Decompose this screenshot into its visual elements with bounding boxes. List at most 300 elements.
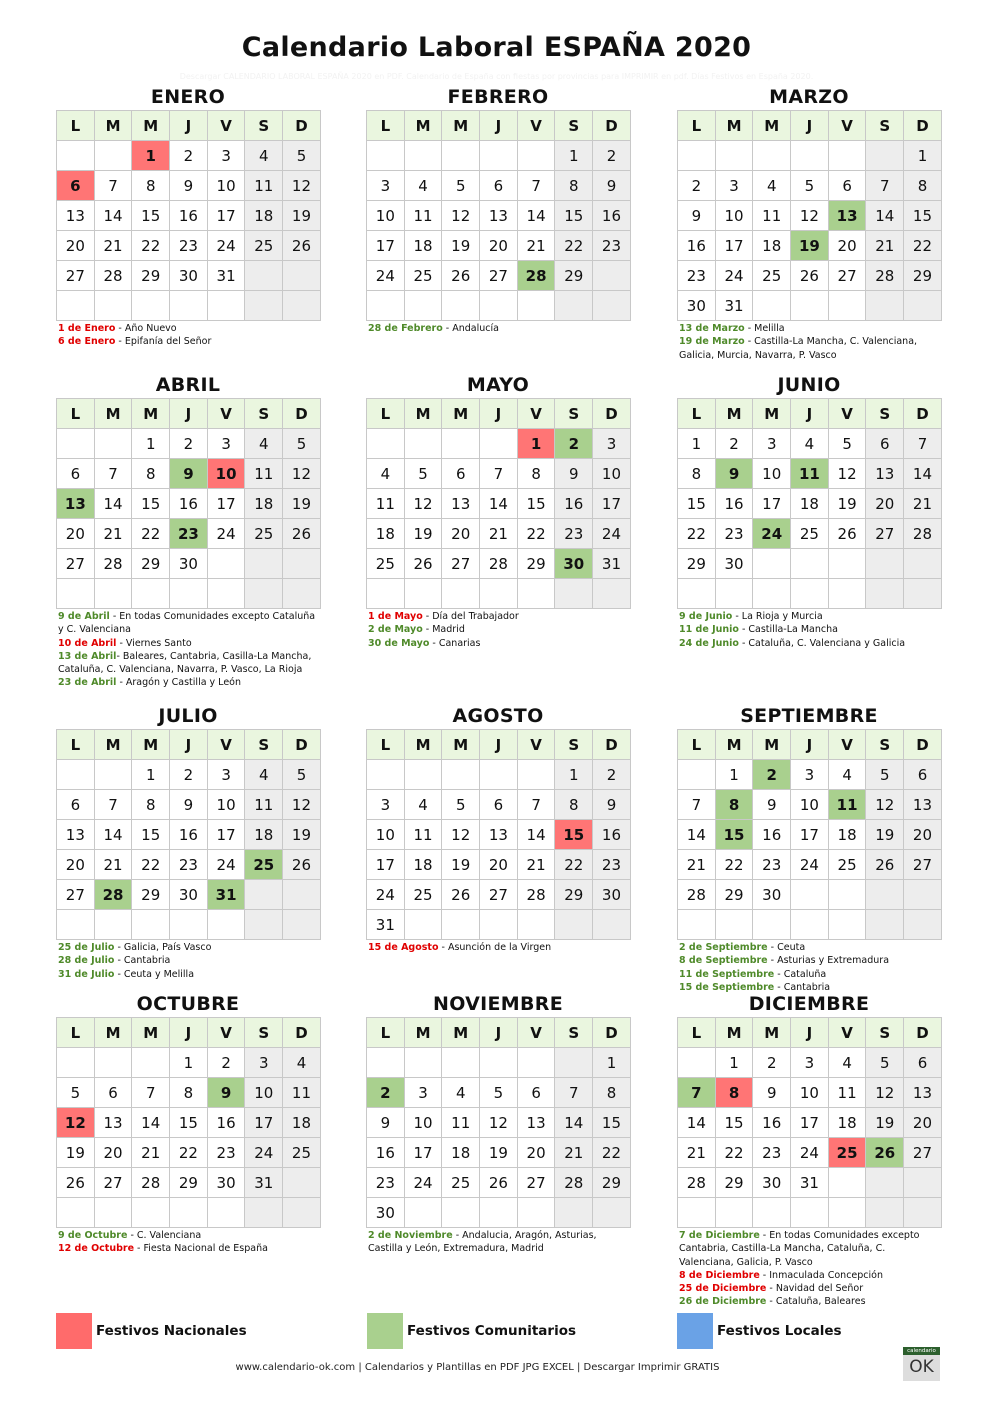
day-cell: 23 bbox=[593, 231, 631, 261]
day-cell: 3 bbox=[791, 1048, 829, 1078]
day-cell: 3 bbox=[791, 760, 829, 790]
empty-cell bbox=[480, 910, 518, 940]
holiday-note-date: 1 de Mayo bbox=[368, 611, 423, 622]
week-row bbox=[367, 291, 631, 321]
month-table bbox=[366, 398, 631, 609]
month-table bbox=[56, 1017, 321, 1228]
empty-cell bbox=[517, 910, 555, 940]
day-cell: 20 bbox=[866, 489, 904, 519]
weekday-header: V bbox=[207, 399, 245, 429]
day-cell: 5 bbox=[283, 141, 321, 171]
legend-locales-label: Festivos Locales bbox=[717, 1323, 842, 1339]
weekday-header-row bbox=[678, 730, 942, 760]
day-cell: 17 bbox=[207, 820, 245, 850]
week-row bbox=[367, 1078, 631, 1108]
empty-cell bbox=[404, 291, 442, 321]
day-cell: 2 bbox=[753, 760, 791, 790]
day-cell: 16 bbox=[170, 489, 208, 519]
day-cell: 8 bbox=[132, 790, 170, 820]
day-cell: 18 bbox=[245, 820, 283, 850]
holiday-note bbox=[58, 637, 320, 650]
day-cell: 17 bbox=[593, 489, 631, 519]
day-cell: 1 bbox=[715, 1048, 753, 1078]
empty-cell bbox=[715, 1198, 753, 1228]
empty-cell bbox=[517, 141, 555, 171]
weekday-header: D bbox=[593, 730, 631, 760]
holiday-notes bbox=[56, 322, 320, 349]
weekday-header: V bbox=[517, 730, 555, 760]
day-cell: 12 bbox=[442, 820, 480, 850]
holiday-note bbox=[679, 1269, 941, 1282]
holiday-note-text: - Asunción de la Virgen bbox=[438, 942, 552, 953]
day-cell: 23 bbox=[170, 519, 208, 549]
day-cell: 29 bbox=[170, 1168, 208, 1198]
day-cell: 26 bbox=[442, 261, 480, 291]
day-cell: 2 bbox=[555, 429, 593, 459]
day-cell: 7 bbox=[94, 790, 132, 820]
empty-cell bbox=[904, 880, 942, 910]
weekday-header: D bbox=[904, 399, 942, 429]
day-cell: 27 bbox=[828, 261, 866, 291]
weekday-header: D bbox=[283, 399, 321, 429]
empty-cell bbox=[904, 549, 942, 579]
empty-cell bbox=[442, 1198, 480, 1228]
day-cell: 21 bbox=[904, 489, 942, 519]
holiday-note bbox=[679, 1229, 941, 1269]
day-cell: 12 bbox=[828, 459, 866, 489]
weekday-header: L bbox=[367, 730, 405, 760]
empty-cell bbox=[283, 291, 321, 321]
empty-cell bbox=[367, 1048, 405, 1078]
holiday-note-date: 24 de Junio bbox=[679, 637, 739, 649]
day-cell: 9 bbox=[170, 790, 208, 820]
weekday-header: M bbox=[404, 399, 442, 429]
month-name: AGOSTO bbox=[452, 705, 544, 727]
weekday-header: J bbox=[480, 730, 518, 760]
empty-cell bbox=[94, 579, 132, 609]
empty-cell bbox=[753, 291, 791, 321]
holiday-note-date: 1 de Enero bbox=[58, 323, 116, 334]
day-cell: 24 bbox=[207, 231, 245, 261]
week-row bbox=[367, 429, 631, 459]
month-octubre bbox=[56, 993, 320, 1256]
empty-cell bbox=[283, 261, 321, 291]
day-cell: 22 bbox=[555, 850, 593, 880]
week-row bbox=[57, 1198, 321, 1228]
month-mayo bbox=[366, 374, 630, 650]
month-name: JULIO bbox=[158, 705, 218, 727]
empty-cell bbox=[791, 291, 829, 321]
day-cell: 25 bbox=[791, 519, 829, 549]
empty-cell bbox=[94, 760, 132, 790]
holiday-note bbox=[679, 1295, 941, 1308]
day-cell: 7 bbox=[678, 1078, 716, 1108]
day-cell: 16 bbox=[170, 201, 208, 231]
week-row bbox=[57, 231, 321, 261]
weekday-header-row bbox=[367, 1018, 631, 1048]
day-cell: 25 bbox=[828, 850, 866, 880]
empty-cell bbox=[404, 1048, 442, 1078]
day-cell: 14 bbox=[94, 489, 132, 519]
weekday-header: M bbox=[442, 111, 480, 141]
month-name: ENERO bbox=[150, 86, 226, 108]
holiday-notes bbox=[677, 610, 941, 650]
holiday-note-date: 15 de Agosto bbox=[368, 942, 439, 953]
week-row bbox=[367, 1138, 631, 1168]
holiday-note bbox=[58, 968, 320, 981]
holiday-note-text: - Navidad del Señor bbox=[766, 1283, 864, 1295]
day-cell: 24 bbox=[753, 519, 791, 549]
week-row bbox=[367, 1168, 631, 1198]
holiday-note-text: - Año Nuevo bbox=[115, 323, 177, 334]
day-cell: 6 bbox=[866, 429, 904, 459]
holiday-note-date: 8 de Diciembre bbox=[679, 1269, 760, 1281]
empty-cell bbox=[480, 579, 518, 609]
month-table bbox=[366, 729, 631, 940]
empty-cell bbox=[245, 549, 283, 579]
day-cell: 25 bbox=[245, 231, 283, 261]
day-cell: 5 bbox=[866, 1048, 904, 1078]
day-cell: 8 bbox=[715, 1078, 753, 1108]
day-cell: 24 bbox=[367, 880, 405, 910]
weekday-header: M bbox=[404, 111, 442, 141]
empty-cell bbox=[517, 291, 555, 321]
weekday-header: V bbox=[517, 399, 555, 429]
day-cell: 14 bbox=[904, 459, 942, 489]
day-cell: 28 bbox=[678, 1168, 716, 1198]
day-cell: 10 bbox=[367, 820, 405, 850]
week-row bbox=[57, 141, 321, 171]
holiday-note-date: 23 de Abril bbox=[58, 677, 117, 689]
weekday-header: M bbox=[404, 730, 442, 760]
month-table bbox=[677, 398, 942, 609]
weekday-header: V bbox=[207, 1018, 245, 1048]
week-row bbox=[367, 579, 631, 609]
weekday-header: S bbox=[866, 399, 904, 429]
empty-cell bbox=[866, 910, 904, 940]
day-cell: 1 bbox=[593, 1048, 631, 1078]
holiday-note bbox=[679, 941, 941, 954]
weekday-header: M bbox=[132, 111, 170, 141]
day-cell: 11 bbox=[828, 790, 866, 820]
week-row bbox=[57, 790, 321, 820]
day-cell: 6 bbox=[517, 1078, 555, 1108]
empty-cell bbox=[207, 579, 245, 609]
weekday-header: L bbox=[678, 399, 716, 429]
day-cell: 15 bbox=[555, 820, 593, 850]
holiday-note-date: 28 de Febrero bbox=[368, 323, 443, 334]
empty-cell bbox=[94, 429, 132, 459]
month-septiembre bbox=[677, 705, 941, 994]
day-cell: 1 bbox=[132, 429, 170, 459]
holiday-note-date: 13 de Marzo bbox=[679, 323, 745, 334]
week-row bbox=[678, 820, 942, 850]
empty-cell bbox=[480, 1048, 518, 1078]
empty-cell bbox=[404, 1198, 442, 1228]
day-cell: 20 bbox=[904, 1108, 942, 1138]
day-cell: 19 bbox=[57, 1138, 95, 1168]
day-cell: 17 bbox=[207, 201, 245, 231]
weekday-header: S bbox=[245, 730, 283, 760]
weekday-header: M bbox=[715, 1018, 753, 1048]
day-cell: 14 bbox=[94, 201, 132, 231]
day-cell: 31 bbox=[207, 880, 245, 910]
weekday-header: D bbox=[904, 1018, 942, 1048]
weekday-header-row bbox=[678, 111, 942, 141]
month-julio bbox=[56, 705, 320, 981]
empty-cell bbox=[828, 1168, 866, 1198]
day-cell: 18 bbox=[791, 489, 829, 519]
holiday-note-date: 25 de Julio bbox=[58, 942, 115, 953]
day-cell: 18 bbox=[404, 231, 442, 261]
day-cell: 9 bbox=[367, 1108, 405, 1138]
week-row bbox=[678, 880, 942, 910]
week-row bbox=[678, 579, 942, 609]
day-cell: 1 bbox=[678, 429, 716, 459]
weekday-header: L bbox=[367, 399, 405, 429]
day-cell: 21 bbox=[132, 1138, 170, 1168]
day-cell: 27 bbox=[517, 1168, 555, 1198]
day-cell: 19 bbox=[866, 820, 904, 850]
day-cell: 23 bbox=[678, 261, 716, 291]
day-cell: 9 bbox=[207, 1078, 245, 1108]
day-cell: 13 bbox=[904, 1078, 942, 1108]
empty-cell bbox=[791, 880, 829, 910]
weekday-header: S bbox=[245, 1018, 283, 1048]
empty-cell bbox=[245, 1198, 283, 1228]
week-row bbox=[57, 1048, 321, 1078]
weekday-header-row bbox=[57, 1018, 321, 1048]
holiday-note-date: 26 de Diciembre bbox=[679, 1296, 767, 1308]
day-cell: 23 bbox=[207, 1138, 245, 1168]
weekday-header: L bbox=[678, 1018, 716, 1048]
day-cell: 8 bbox=[593, 1078, 631, 1108]
day-cell: 7 bbox=[517, 171, 555, 201]
day-cell: 24 bbox=[207, 519, 245, 549]
holiday-note-text: - Ceuta y Melilla bbox=[114, 968, 195, 980]
empty-cell bbox=[866, 141, 904, 171]
empty-cell bbox=[753, 1198, 791, 1228]
day-cell: 1 bbox=[555, 760, 593, 790]
empty-cell bbox=[828, 549, 866, 579]
week-row bbox=[367, 171, 631, 201]
day-cell: 6 bbox=[442, 459, 480, 489]
day-cell: 11 bbox=[367, 489, 405, 519]
day-cell: 19 bbox=[442, 231, 480, 261]
day-cell: 2 bbox=[367, 1078, 405, 1108]
day-cell: 15 bbox=[715, 1108, 753, 1138]
day-cell: 25 bbox=[404, 261, 442, 291]
month-name: MARZO bbox=[769, 86, 849, 108]
holiday-note-text: - Epifanía del Señor bbox=[115, 336, 212, 348]
day-cell: 22 bbox=[517, 519, 555, 549]
day-cell: 30 bbox=[555, 549, 593, 579]
day-cell: 20 bbox=[57, 850, 95, 880]
holiday-note-text: - Fiesta Nacional de España bbox=[134, 1243, 268, 1255]
day-cell: 2 bbox=[170, 141, 208, 171]
day-cell: 15 bbox=[904, 201, 942, 231]
week-row bbox=[367, 910, 631, 940]
day-cell: 4 bbox=[283, 1048, 321, 1078]
holiday-note-text: - Inmaculada Concepción bbox=[759, 1269, 883, 1281]
day-cell: 12 bbox=[283, 790, 321, 820]
empty-cell bbox=[94, 1198, 132, 1228]
day-cell: 20 bbox=[904, 820, 942, 850]
empty-cell bbox=[94, 141, 132, 171]
day-cell: 8 bbox=[170, 1078, 208, 1108]
day-cell: 23 bbox=[555, 519, 593, 549]
day-cell: 11 bbox=[791, 459, 829, 489]
week-row bbox=[57, 1168, 321, 1198]
week-row bbox=[367, 141, 631, 171]
day-cell: 25 bbox=[367, 549, 405, 579]
weekday-header: L bbox=[678, 111, 716, 141]
holiday-note-date: 8 de Septiembre bbox=[679, 955, 768, 967]
day-cell: 20 bbox=[94, 1138, 132, 1168]
holiday-notes bbox=[56, 610, 320, 690]
day-cell: 19 bbox=[283, 489, 321, 519]
week-row bbox=[678, 201, 942, 231]
empty-cell bbox=[367, 141, 405, 171]
day-cell: 1 bbox=[715, 760, 753, 790]
week-row bbox=[367, 820, 631, 850]
week-row bbox=[367, 790, 631, 820]
day-cell: 25 bbox=[404, 880, 442, 910]
empty-cell bbox=[480, 291, 518, 321]
day-cell: 2 bbox=[753, 1048, 791, 1078]
day-cell: 27 bbox=[904, 850, 942, 880]
empty-cell bbox=[828, 291, 866, 321]
day-cell: 28 bbox=[480, 549, 518, 579]
empty-cell bbox=[593, 1198, 631, 1228]
holiday-note-date: 9 de Junio bbox=[679, 611, 733, 622]
day-cell: 3 bbox=[207, 429, 245, 459]
day-cell: 17 bbox=[367, 850, 405, 880]
holiday-note bbox=[58, 1242, 320, 1255]
empty-cell bbox=[404, 141, 442, 171]
weekday-header: M bbox=[132, 1018, 170, 1048]
day-cell: 26 bbox=[866, 850, 904, 880]
empty-cell bbox=[207, 1198, 245, 1228]
empty-cell bbox=[207, 549, 245, 579]
day-cell: 16 bbox=[753, 1108, 791, 1138]
calendario-ok-logo[interactable] bbox=[903, 1347, 940, 1381]
weekday-header: J bbox=[170, 1018, 208, 1048]
day-cell: 15 bbox=[132, 489, 170, 519]
empty-cell bbox=[57, 291, 95, 321]
day-cell: 21 bbox=[866, 231, 904, 261]
week-row bbox=[57, 489, 321, 519]
empty-cell bbox=[94, 1048, 132, 1078]
weekday-header: D bbox=[593, 399, 631, 429]
empty-cell bbox=[904, 579, 942, 609]
weekday-header: J bbox=[791, 1018, 829, 1048]
week-row bbox=[678, 850, 942, 880]
legend-nacionales-swatch bbox=[56, 1313, 92, 1349]
weekday-header: L bbox=[367, 1018, 405, 1048]
holiday-notes bbox=[366, 610, 630, 650]
day-cell: 10 bbox=[207, 790, 245, 820]
holiday-notes bbox=[677, 1229, 941, 1309]
day-cell: 22 bbox=[170, 1138, 208, 1168]
holiday-note-text: - Viernes Santo bbox=[116, 637, 192, 649]
day-cell: 30 bbox=[170, 549, 208, 579]
week-row bbox=[57, 429, 321, 459]
weekday-header-row bbox=[57, 399, 321, 429]
legend-comunitarios bbox=[367, 1313, 576, 1349]
week-row bbox=[678, 1168, 942, 1198]
holiday-note bbox=[368, 1229, 630, 1256]
weekday-header: S bbox=[555, 1018, 593, 1048]
holiday-note-date: 11 de Junio bbox=[679, 624, 739, 636]
footer-text[interactable]: www.calendario-ok.com | Calendarios y Plantillas en PDF JPG EXCEL | Descargar Imprimir GRATIS bbox=[235, 1362, 720, 1373]
month-table bbox=[677, 729, 942, 940]
day-cell: 21 bbox=[94, 231, 132, 261]
day-cell: 17 bbox=[753, 489, 791, 519]
holiday-note bbox=[368, 322, 630, 335]
holiday-note bbox=[58, 1229, 320, 1242]
day-cell: 27 bbox=[94, 1168, 132, 1198]
day-cell: 8 bbox=[132, 459, 170, 489]
empty-cell bbox=[367, 429, 405, 459]
empty-cell bbox=[593, 291, 631, 321]
day-cell: 29 bbox=[593, 1168, 631, 1198]
day-cell: 23 bbox=[753, 1138, 791, 1168]
day-cell: 14 bbox=[517, 201, 555, 231]
weekday-header: L bbox=[678, 730, 716, 760]
day-cell: 27 bbox=[57, 880, 95, 910]
day-cell: 28 bbox=[517, 880, 555, 910]
day-cell: 6 bbox=[57, 790, 95, 820]
empty-cell bbox=[678, 760, 716, 790]
empty-cell bbox=[245, 910, 283, 940]
day-cell: 31 bbox=[715, 291, 753, 321]
day-cell: 24 bbox=[791, 850, 829, 880]
holiday-note-text: - Castilla-La Mancha bbox=[738, 624, 838, 636]
weekday-header: D bbox=[904, 730, 942, 760]
holiday-note-date: 9 de Octubre bbox=[58, 1230, 128, 1241]
day-cell: 22 bbox=[715, 850, 753, 880]
day-cell: 30 bbox=[170, 880, 208, 910]
day-cell: 16 bbox=[593, 820, 631, 850]
week-row bbox=[678, 519, 942, 549]
weekday-header: S bbox=[245, 111, 283, 141]
empty-cell bbox=[442, 1048, 480, 1078]
day-cell: 17 bbox=[367, 231, 405, 261]
day-cell: 21 bbox=[555, 1138, 593, 1168]
day-cell: 2 bbox=[593, 760, 631, 790]
day-cell: 15 bbox=[170, 1108, 208, 1138]
day-cell: 14 bbox=[132, 1108, 170, 1138]
day-cell: 27 bbox=[442, 549, 480, 579]
day-cell: 3 bbox=[753, 429, 791, 459]
day-cell: 26 bbox=[480, 1168, 518, 1198]
day-cell: 11 bbox=[283, 1078, 321, 1108]
day-cell: 17 bbox=[245, 1108, 283, 1138]
day-cell: 12 bbox=[283, 171, 321, 201]
day-cell: 13 bbox=[94, 1108, 132, 1138]
holiday-note-text: - Cantabria bbox=[114, 955, 171, 967]
weekday-header: V bbox=[517, 111, 555, 141]
holiday-note bbox=[368, 637, 630, 650]
day-cell: 9 bbox=[170, 459, 208, 489]
day-cell: 30 bbox=[753, 880, 791, 910]
week-row bbox=[367, 231, 631, 261]
weekday-header: M bbox=[94, 1018, 132, 1048]
day-cell: 23 bbox=[170, 850, 208, 880]
weekday-header-row bbox=[678, 399, 942, 429]
holiday-notes bbox=[56, 1229, 320, 1256]
